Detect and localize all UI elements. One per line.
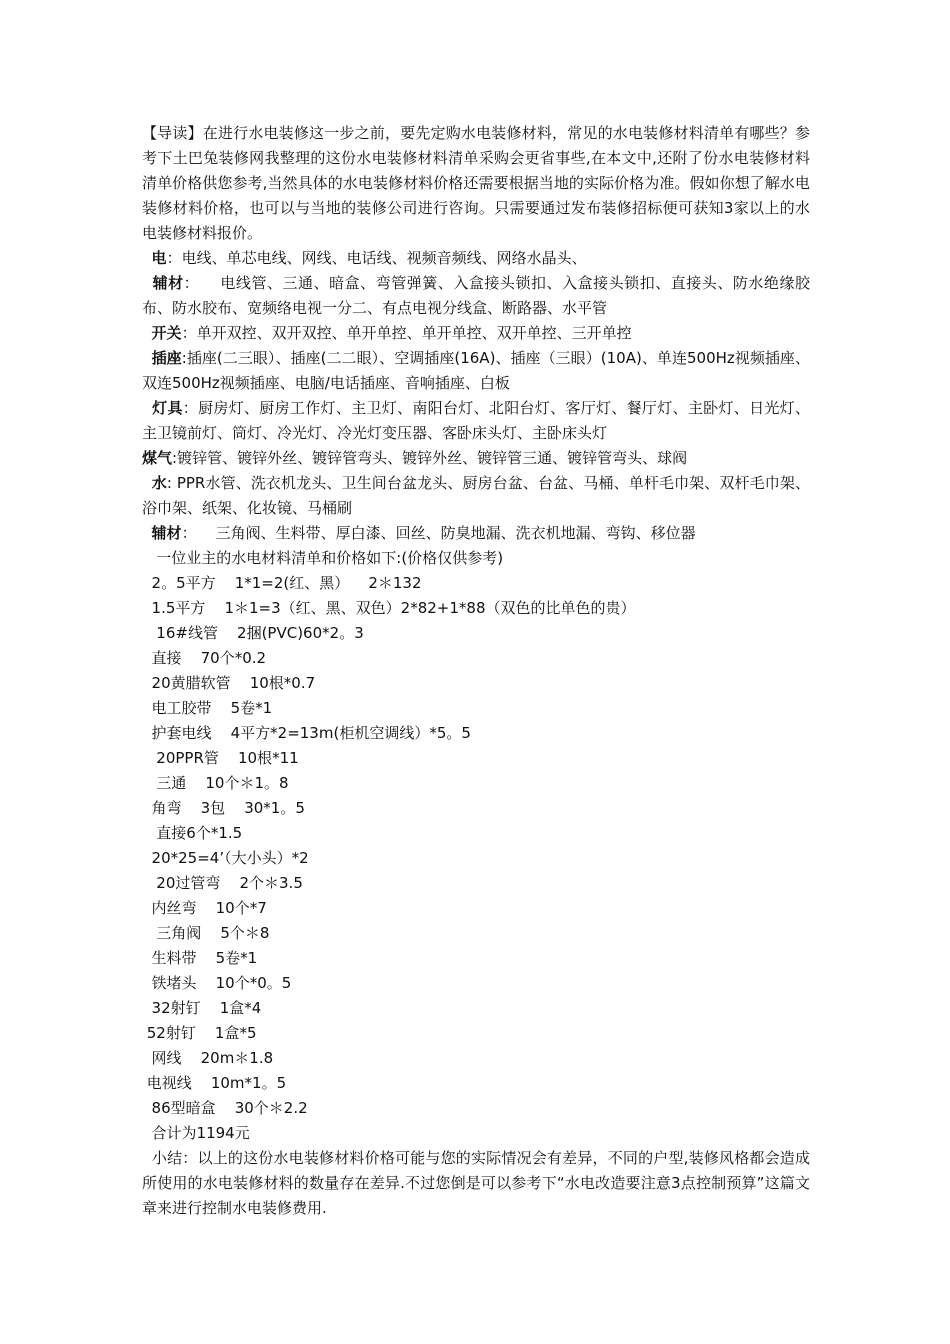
intro-paragraph: 【导读】在进行水电装修这一步之前，要先定购水电装修材料，常见的水电装修材料清单有哪些？参考下土巴兔装修网我整理的这份水电装修材料清单采购会更省事些,在本文中,还附了份水电装修材料清单价格供您参考,当然具体的水电装修材料价格还需要根据当地的实际价格为准。假如你想了解水电装修材料价格，也可以与当地的装修公司进行咨询。只需要通过发布装修招标便可获知3家以上的水电装修材料报价。 (142, 124, 810, 242)
category-text: :插座(二三眼）、插座(二二眼）、空调插座(16A)、插座（三眼）(10A)、单连500Hz视频插座、双连500Hz视频插座、电脑/电话插座、音响插座、白板 (142, 349, 810, 392)
document-body (142, 121, 810, 1221)
list-item: 52射钉 1盒*5 (142, 1024, 257, 1042)
price-list (142, 571, 810, 1146)
list-item: 生料带 5卷*1 (142, 949, 258, 967)
category-switch (142, 321, 810, 346)
category-text: ：厨房灯、厨房工作灯、主卫灯、南阳台灯、北阳台灯、客厅灯、餐厅灯、主卧灯、日光灯、主卫镜前灯、筒灯、冷光灯、冷光灯变压器、客卧床头灯、主卧床头灯 (142, 399, 810, 442)
category-label: 辅材 (151, 524, 182, 542)
list-item: 16#线管 2捆(PVC)60*2。3 (142, 624, 364, 642)
category-text: ： 三角阀、生料带、厚白漆、回丝、防臭地漏、洗衣机地漏、弯钩、移位器 (181, 524, 696, 542)
list-item: 20*25=4’（大小头）*2 (142, 849, 309, 867)
category-lamp (142, 396, 810, 446)
category-electric (142, 246, 810, 271)
list-item: 三通 10个＊1。8 (142, 774, 289, 792)
list-item: 角弯 3包 30*1。5 (142, 799, 305, 817)
list-item: 直接 70个*0.2 (142, 649, 267, 667)
category-label: 水 (151, 474, 167, 492)
list-item: 电工胶带 5卷*1 (142, 699, 273, 717)
category-label: 插座 (151, 349, 182, 367)
list-item: 三角阀 5个＊8 (142, 924, 270, 942)
category-text: ：电线、单芯电线、网线、电话线、视频音频线、网络水晶头、 (166, 249, 587, 267)
category-socket (142, 346, 810, 396)
price-list-intro: 一位业主的水电材料清单和价格如下:(价格仅供参考) (142, 549, 504, 567)
list-item: 直接6个*1.5 (142, 824, 243, 842)
category-water (142, 471, 810, 521)
list-item: 电视线 10m*1。5 (142, 1074, 287, 1092)
category-auxiliary-water (142, 521, 810, 546)
list-item: 86型暗盒 30个＊2.2 (142, 1099, 308, 1117)
category-label: 灯具 (152, 399, 183, 417)
category-gas (142, 446, 810, 471)
list-item: 2。5平方 1*1=2(红、黑） 2＊132 (142, 574, 422, 592)
list-item: 20过管弯 2个＊3.5 (142, 874, 303, 892)
category-text: ：单开双控、双开双控、单开单控、单开单控、双开单控、三开单控 (181, 324, 632, 342)
list-item: 内丝弯 10个*7 (142, 899, 267, 917)
list-item: 网线 20m＊1.8 (142, 1049, 274, 1067)
list-item: 1.5平方 1＊1=3（红、黑、双色）2*82+1*88（双色的比单色的贵） (142, 599, 636, 617)
summary-paragraph: 小结：以上的这份水电装修材料价格可能与您的实际情况会有差异，不同的户型,装修风格都会造成所使用的水电装修材料的数量存在差异.不过您倒是可以参考下“水电改造要注意3点控制预算”这篇文章来进行控制水电装修费用. (142, 1149, 810, 1217)
category-label: 电 (151, 249, 167, 267)
list-item: 20PPR管 10根*11 (142, 749, 299, 767)
category-label: 辅材 (152, 274, 184, 292)
category-label: 开关 (151, 324, 182, 342)
list-item: 护套电线 4平方*2=13m(柜机空调线）*5。5 (142, 724, 471, 742)
list-total: 合计为1194元 (142, 1124, 250, 1142)
list-item: 32射钉 1盒*4 (142, 999, 262, 1017)
category-text: :镀锌管、镀锌外丝、镀锌管弯头、镀锌外丝、镀锌管三通、镀锌管弯头、球阀 (172, 449, 688, 467)
list-item: 铁堵头 10个*0。5 (142, 974, 292, 992)
category-text: : PPR水管、洗衣机龙头、卫生间台盆龙头、厨房台盆、台盆、马桶、单杆毛巾架、双杆毛巾架、浴巾架、纸架、化妆镜、马桶刷 (142, 474, 810, 517)
list-item: 20黄腊软管 10根*0.7 (142, 674, 316, 692)
category-list (142, 246, 810, 546)
category-auxiliary-electric (142, 271, 810, 321)
category-text: ： 电线管、三通、暗盒、弯管弹簧、入盒接头锁扣、入盒接头锁扣、直接头、防水绝缘胶布、防水胶布、宽频络电视一分二、有点电视分线盒、断路器、水平管 (142, 274, 810, 317)
category-label: 煤气 (142, 449, 173, 467)
